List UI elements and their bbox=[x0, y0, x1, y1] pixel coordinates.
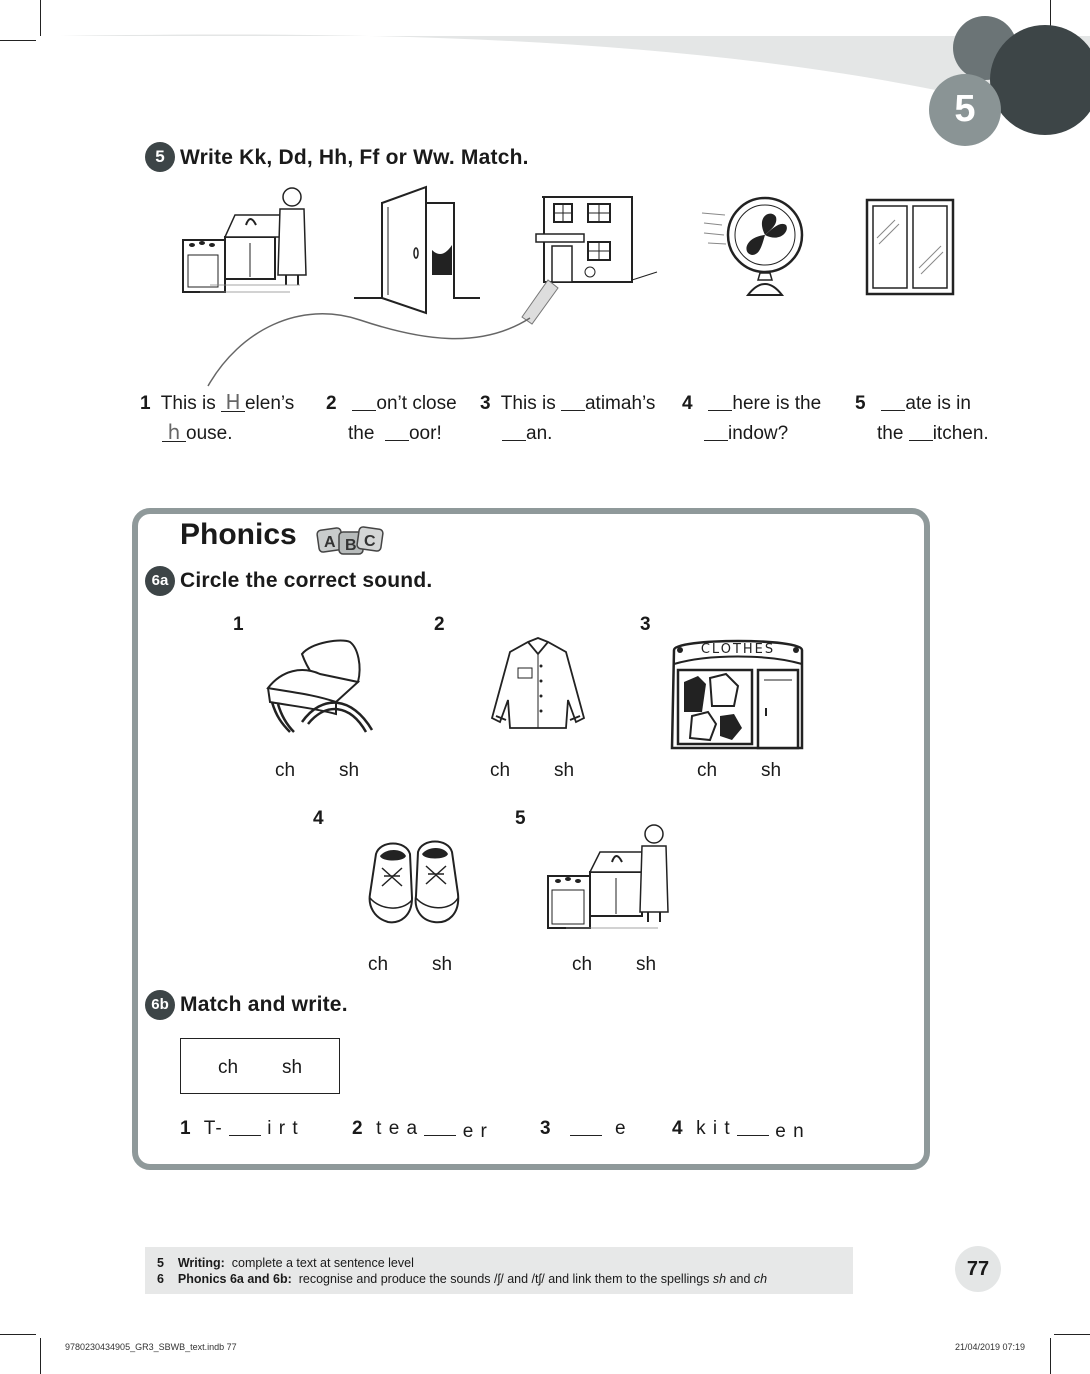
crop-mark bbox=[1054, 1334, 1090, 1335]
exercise-6a-title: Circle the correct sound. bbox=[180, 569, 433, 592]
write-item-3-blank[interactable] bbox=[570, 1117, 602, 1136]
note-2-label: Phonics 6a and 6b: bbox=[177, 1272, 292, 1286]
note-1-text: complete a text at sentence level bbox=[231, 1256, 414, 1270]
sentence-4-number: 4 bbox=[682, 393, 693, 414]
write-item-4-blank[interactable] bbox=[737, 1117, 769, 1136]
sentence-2-number: 2 bbox=[326, 393, 337, 414]
sentence-1-text: elen’s bbox=[244, 393, 295, 414]
sound-box bbox=[180, 1038, 340, 1094]
write-item-4 bbox=[672, 1114, 805, 1144]
sentence-3-text: an. bbox=[526, 423, 553, 444]
item-4-number: 4 bbox=[313, 808, 324, 829]
clothes-shop-icon bbox=[668, 632, 808, 752]
sentence-2-text: oor! bbox=[408, 423, 442, 444]
sentence-2-blank[interactable] bbox=[352, 392, 376, 411]
sentence-3-blank[interactable] bbox=[561, 392, 585, 411]
sentence-4-blank[interactable] bbox=[704, 422, 728, 441]
shoes-icon bbox=[366, 838, 466, 928]
sentence-4-blank[interactable] bbox=[708, 392, 732, 411]
write-item-1-text: i r t bbox=[267, 1118, 299, 1139]
sentence-3-text: atimah’s bbox=[584, 393, 656, 414]
page-number: 77 bbox=[955, 1246, 1001, 1292]
item-4-option-ch[interactable]: ch bbox=[368, 954, 389, 975]
note-line-1 bbox=[157, 1256, 414, 1270]
abc-letter: C bbox=[364, 533, 376, 550]
sentence-1-text: This is bbox=[160, 393, 221, 414]
item-5-option-ch[interactable]: ch bbox=[572, 954, 593, 975]
sentence-5-blank[interactable] bbox=[909, 422, 933, 441]
write-item-2-text: t e a bbox=[376, 1118, 419, 1139]
note-2-text: recognise and produce the sounds /ʃ/ and /tʃ/ and link them to the spellings bbox=[298, 1272, 713, 1286]
sentence-1-number: 1 bbox=[140, 393, 151, 414]
note-2-text: sh bbox=[712, 1272, 727, 1286]
sentence-3 bbox=[480, 389, 655, 449]
example-match-line bbox=[0, 0, 1090, 400]
crop-mark bbox=[1050, 1338, 1051, 1374]
item-1-option-sh[interactable]: sh bbox=[339, 760, 360, 781]
abc-letter: B bbox=[345, 537, 357, 554]
shop-sign: CLOTHES bbox=[700, 642, 776, 657]
write-item-2-number: 2 bbox=[352, 1118, 364, 1139]
crop-mark bbox=[40, 1338, 41, 1374]
sentence-3-number: 3 bbox=[480, 393, 491, 414]
abc-blocks-icon bbox=[315, 523, 385, 557]
phonics-title: Phonics bbox=[180, 518, 297, 551]
item-2-option-ch[interactable]: ch bbox=[490, 760, 511, 781]
note-line-2 bbox=[157, 1272, 767, 1286]
exercise-6b-title: Match and write. bbox=[180, 993, 348, 1016]
write-item-2-text: e r bbox=[462, 1121, 488, 1142]
sentence-5-text: ate is in bbox=[905, 393, 971, 414]
note-1-number: 5 bbox=[157, 1256, 164, 1270]
exercise-6a-badge: 6a bbox=[145, 566, 175, 596]
sentence-2-text: on’t close bbox=[376, 393, 457, 414]
sound-box-ch: ch bbox=[218, 1057, 239, 1078]
item-5-option-sh[interactable]: sh bbox=[636, 954, 657, 975]
sentence-1-answer-2[interactable]: h bbox=[162, 423, 186, 442]
abc-letter: A bbox=[324, 534, 336, 551]
note-2-text: ch bbox=[753, 1272, 768, 1286]
crop-mark bbox=[0, 1334, 36, 1335]
item-3-number: 3 bbox=[640, 614, 651, 635]
write-item-4-number: 4 bbox=[672, 1118, 684, 1139]
unit-badge: 5 bbox=[954, 88, 976, 130]
exercise-5-badge: 5 bbox=[145, 142, 175, 172]
note-2-number: 6 bbox=[157, 1272, 164, 1286]
exercise-6b-badge: 6b bbox=[145, 990, 175, 1020]
sentence-1 bbox=[140, 389, 294, 449]
item-2-number: 2 bbox=[434, 614, 445, 635]
note-1-label: Writing: bbox=[177, 1256, 225, 1270]
chair-icon bbox=[262, 636, 382, 736]
write-item-2 bbox=[352, 1114, 488, 1144]
sentence-5 bbox=[855, 389, 989, 449]
sentence-2 bbox=[326, 389, 457, 449]
write-item-4-text: k i t bbox=[696, 1118, 731, 1139]
kitchen-icon bbox=[546, 822, 676, 934]
item-5-number: 5 bbox=[515, 808, 526, 829]
print-timestamp: 21/04/2019 07:19 bbox=[955, 1342, 1026, 1352]
sentence-5-number: 5 bbox=[855, 393, 866, 414]
write-item-1-blank[interactable] bbox=[229, 1117, 261, 1136]
write-item-1-text: T- bbox=[203, 1118, 223, 1139]
sentence-4-text: here is the bbox=[732, 393, 822, 414]
teacher-notes bbox=[145, 1247, 853, 1294]
item-3-option-sh[interactable]: sh bbox=[761, 760, 782, 781]
sentence-4 bbox=[682, 389, 821, 449]
shirt-icon bbox=[488, 636, 588, 731]
sentence-3-blank[interactable] bbox=[502, 422, 526, 441]
sentence-2-text: the bbox=[348, 423, 380, 444]
write-item-3 bbox=[540, 1114, 627, 1144]
write-item-4-text: e n bbox=[775, 1121, 805, 1142]
write-item-2-blank[interactable] bbox=[424, 1117, 456, 1136]
item-2-option-sh[interactable]: sh bbox=[554, 760, 575, 781]
sentence-3-text: This is bbox=[500, 393, 561, 414]
sentence-5-text: the bbox=[877, 423, 909, 444]
file-name: 9780230434905_GR3_SBWB_text.indb 77 bbox=[65, 1342, 237, 1352]
item-1-option-ch[interactable]: ch bbox=[275, 760, 296, 781]
item-1-number: 1 bbox=[233, 614, 244, 635]
write-item-1-number: 1 bbox=[180, 1118, 192, 1139]
sentence-5-blank[interactable] bbox=[881, 392, 905, 411]
item-4-option-sh[interactable]: sh bbox=[432, 954, 453, 975]
sentence-1-answer-1[interactable]: H bbox=[221, 393, 245, 412]
write-item-1 bbox=[180, 1114, 299, 1144]
exercise-5-title: Write Kk, Dd, Hh, Ff or Ww. Match. bbox=[180, 146, 529, 169]
sentence-4-text: indow? bbox=[728, 423, 789, 444]
write-item-3-text: e bbox=[614, 1118, 627, 1139]
write-item-3-number: 3 bbox=[540, 1118, 552, 1139]
sentence-5-text: itchen. bbox=[932, 423, 989, 444]
note-2-text: and bbox=[726, 1272, 754, 1286]
sentence-1-text: ouse. bbox=[186, 423, 233, 444]
item-3-option-ch[interactable]: ch bbox=[697, 760, 718, 781]
sentence-2-blank[interactable] bbox=[385, 422, 409, 441]
sound-box-sh: sh bbox=[282, 1057, 303, 1078]
